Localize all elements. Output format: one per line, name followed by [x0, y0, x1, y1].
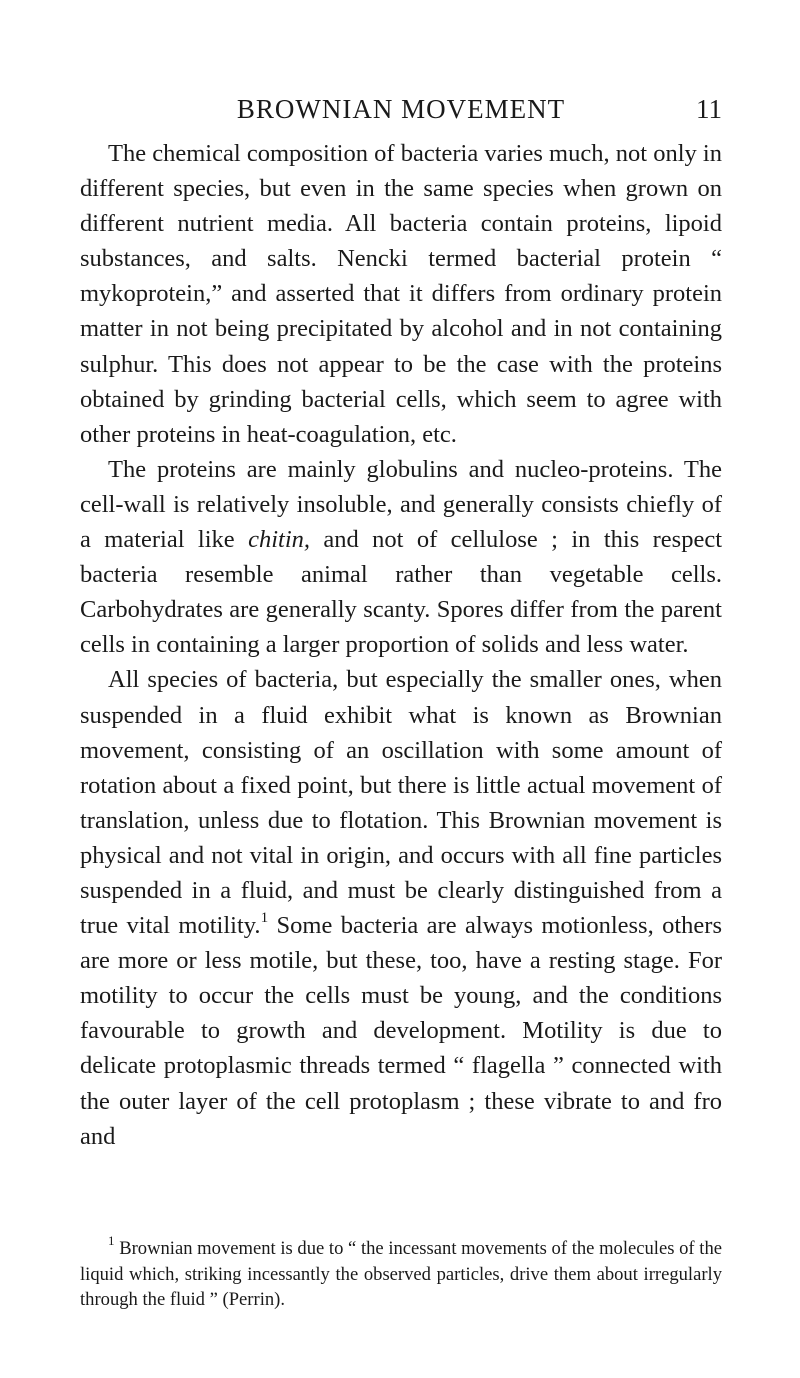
paragraph-text-continued: Some bacteria are always motionless, others are more or less motile, but these, too, have a resting stage. For motility to occur the cells must be young, and the conditions favourable to growth and development. Motility is due to delicate protoplasmic threads termed “ flagella ” connected with the outer layer of the cell protoplasm ; these vibrate to and fro and	[80, 912, 722, 1150]
italic-term: chitin,	[248, 526, 310, 554]
paragraph-text: The proteins are mainly globulins and nucleo-proteins. The cell-wall is relatively insoluble, and generally consists chiefly of a material like	[80, 455, 722, 554]
footnote-marker: 1	[108, 1232, 115, 1248]
paragraph-chemical-composition	[80, 136, 722, 452]
paragraph-text: All species of bacteria, but especially the smaller ones, when suspended in a fluid exhibit what is known as Brownian movement, consisting of an oscillation with some amount of rotation about a fixed point, but there is little actual movement of translation, unless due to flotation. This Brownian movement is physical and not vital in origin, and occurs with all fine particles suspended in a fluid, and must be clearly distinguished from a true vital motility.	[80, 666, 722, 940]
body-text	[80, 136, 722, 1154]
footnote-text: Brownian movement is due to “ the incessant movements of the molecules of the liquid which, striking incessantly the observed particles, drive them about irregularly through the fluid ” (Perrin).	[80, 1238, 722, 1310]
running-title: BROWNIAN MOVEMENT	[236, 94, 566, 124]
paragraph-text: The chemical composition of bacteria varies much, not only in different species, but even in the same species when grown on different nutrient media. All bacteria contain proteins, lipoid substances, and salts. Nencki termed bacterial protein “ mykoprotein,” and asserted that it differs from ordinary protein matter in not being precipitated by alcohol and in not containing sulphur. This does not appear to be the case with the proteins obtained by grinding bacterial cells, which seem to agree with other proteins in heat-coagulation, etc.	[80, 140, 722, 448]
page-number: 11	[696, 94, 722, 124]
paragraph-proteins	[80, 452, 722, 663]
footnote	[80, 1232, 722, 1313]
paragraph-brownian-movement	[80, 662, 722, 1153]
paragraph-text-continued: and not of cellulose ; in this respect bacteria resemble animal rather than vegetable cells. Carbohydrates are generally scanty. Spores differ from the parent cells in containing a larger proportion of solids and less water.	[80, 526, 722, 659]
running-head	[80, 92, 722, 126]
footnote-reference: 1	[260, 908, 269, 926]
